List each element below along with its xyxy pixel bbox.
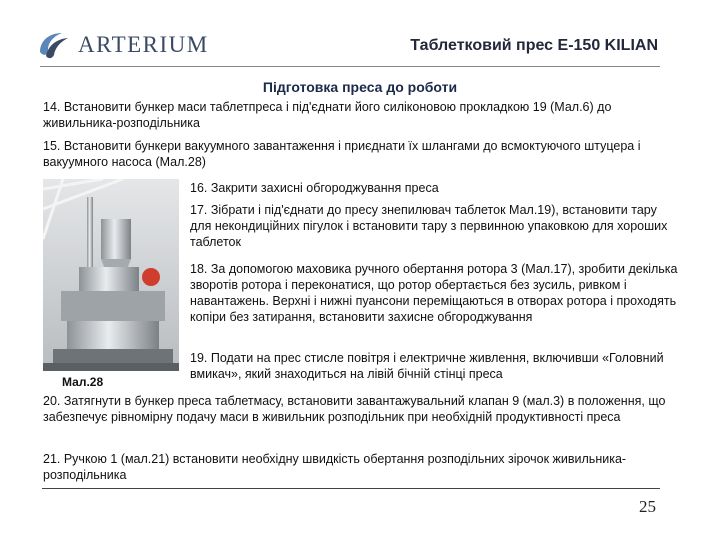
step-15: 15. Встановити бункери вакуумного завантаження і приєднати їх шлангами до всмоктуючого штуцера і вакуумного насоса (Мал.28)	[43, 139, 641, 169]
logo-text: ARTERIUM	[78, 32, 209, 57]
section-subtitle: Підготовка преса до роботи	[262, 79, 458, 95]
page-number: 25	[639, 497, 656, 516]
step-17: 17. Зібрати і під'єднати до пресу знепилювач таблеток Мал.19), встановити тару для некондиційних пігулок і встановити тару з первинною упаковкою для хороших таблеток	[190, 203, 668, 249]
step-16: 16. Закрити захисні обгороджування преса	[190, 181, 439, 195]
arterium-logo-icon	[36, 30, 72, 60]
figure-caption: Мал.28	[62, 375, 104, 389]
arterium-logo	[36, 30, 209, 60]
press-photo-illustration	[43, 179, 179, 371]
page-title: Таблетковий прес E-150 KILIAN	[410, 37, 658, 54]
step-19: 19. Подати на прес стисле повітря і електричне живлення, включивши «Головний вмикач», який знаходиться на лівій бічній стінці преса	[190, 351, 664, 381]
step-20: 20. Затягнути в бункер преса таблетмасу, встановити завантажувальний клапан 9 (мал.3) в положення, що забезпечує рівномірну подачу маси в живильник розподільник при необхідній продуктивності преса	[43, 394, 666, 424]
step-18: 18. За допомогою маховика ручного обертання ротора 3 (Мал.17), зробити декілька зворотів ротора і переконатися, що ротор обертається без зусиль, ривком і навантажень. Верхні і нижні пуансони переміщаються в отворах ротора і проходять копіри без затирання, встановити захисне обгороджування	[190, 262, 678, 324]
step-14: 14. Встановити бункер маси таблетпреса і під'єднати його силіконовою прокладкою 19 (Мал.6) до живильника-розподільника	[43, 100, 612, 130]
press-photo	[43, 179, 179, 371]
footer-divider	[42, 488, 660, 489]
header-divider	[40, 66, 660, 67]
step-21: 21. Ручкою 1 (мал.21) встановити необхідну швидкість обертання розподільних зірочок живильника-розподільника	[43, 452, 627, 482]
